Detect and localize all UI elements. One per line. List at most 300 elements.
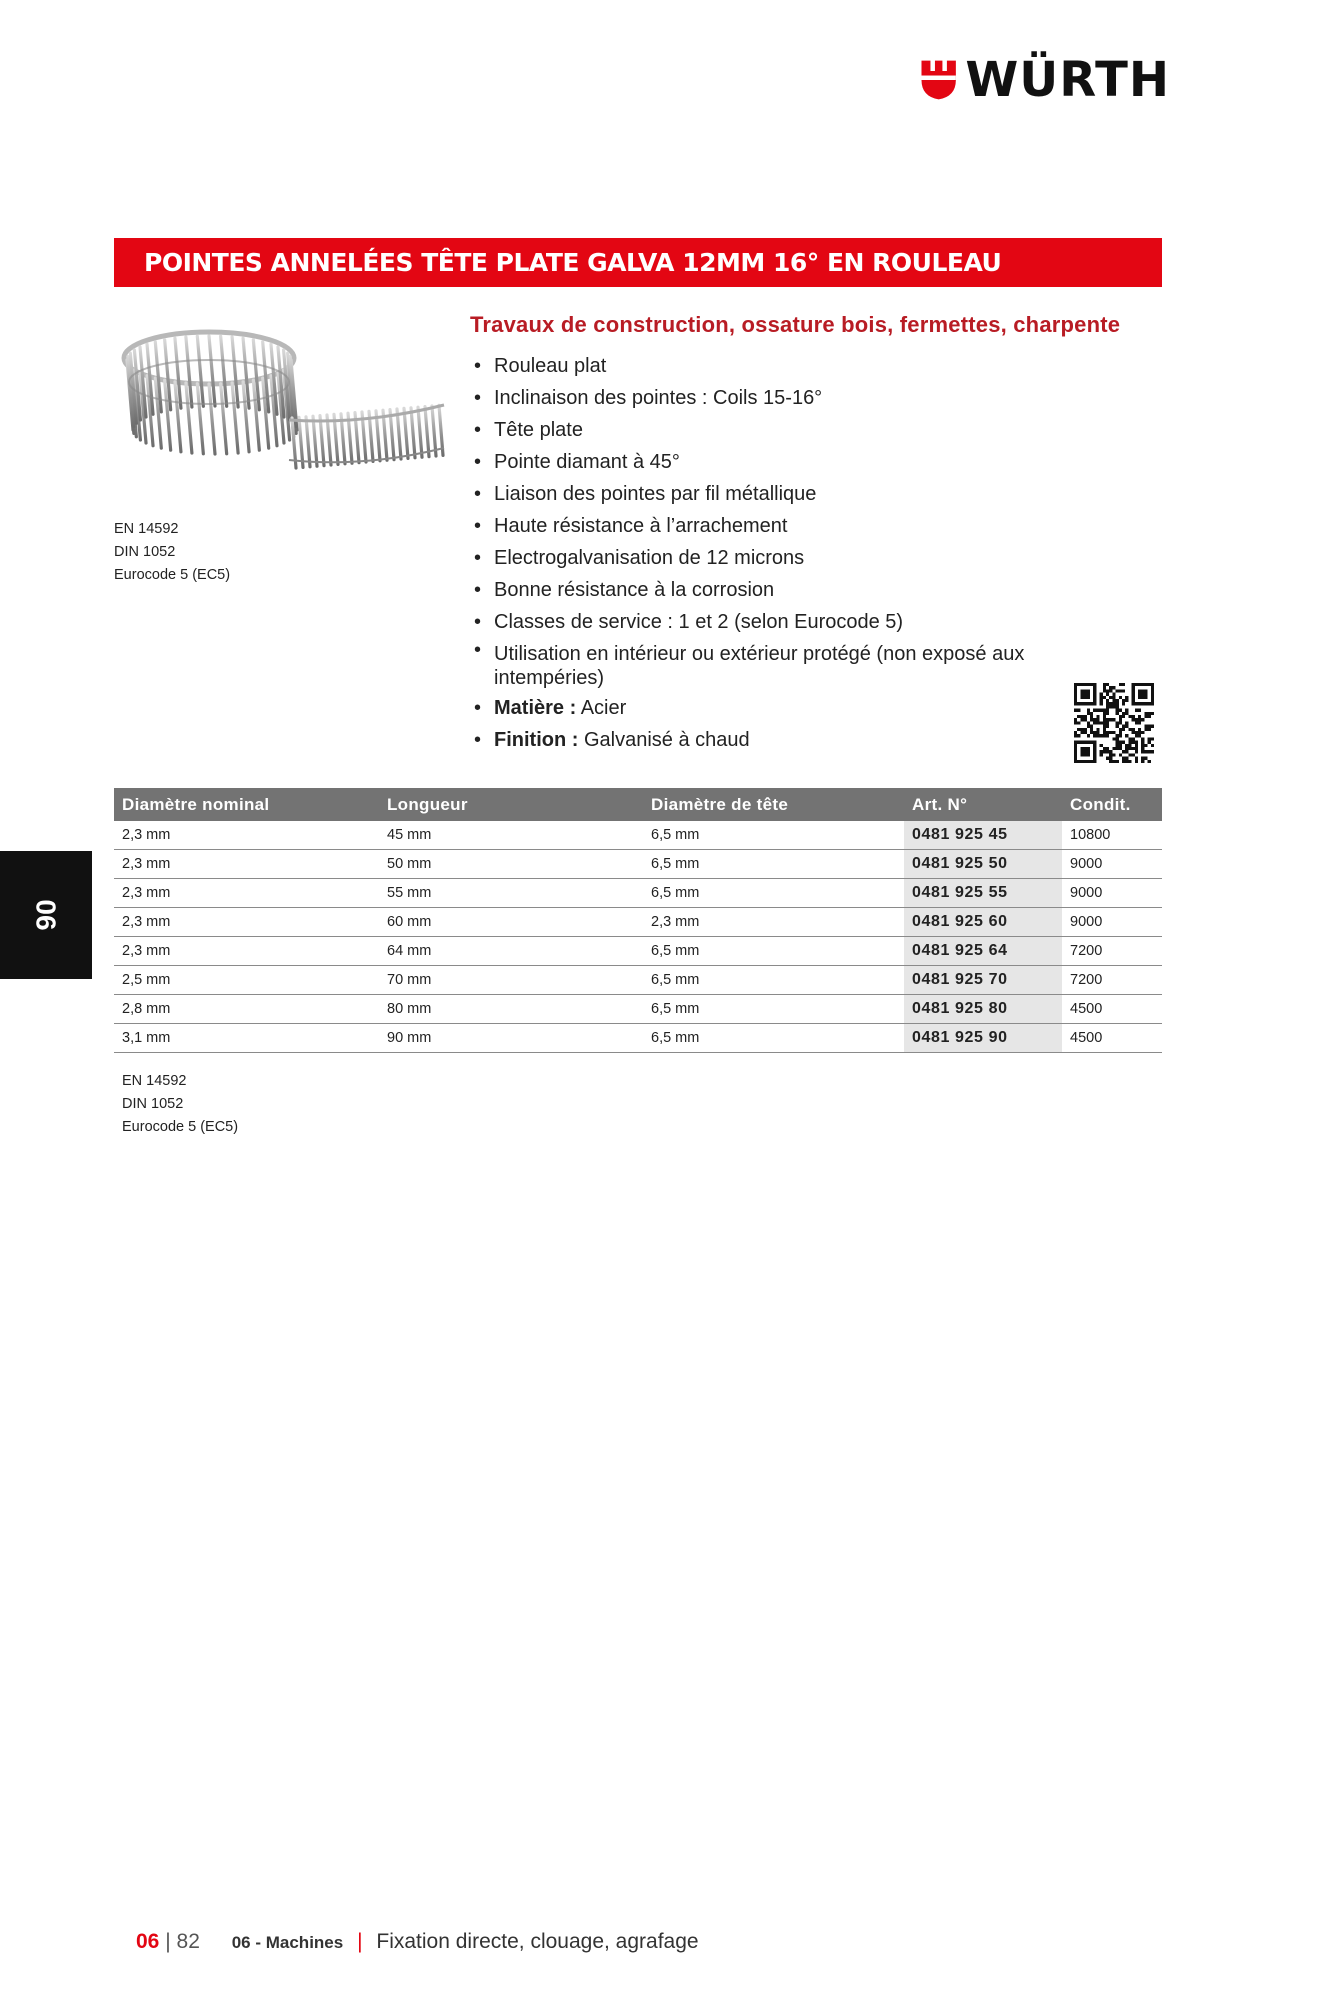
qr-module <box>1119 696 1122 699</box>
qr-module <box>1135 709 1138 712</box>
qr-module <box>1103 728 1106 731</box>
qr-module <box>1087 721 1090 724</box>
qr-module <box>1135 757 1138 760</box>
cell-packaging: 9000 <box>1062 908 1162 937</box>
qr-module <box>1132 718 1135 721</box>
qr-module <box>1135 721 1138 724</box>
qr-module <box>1116 741 1119 744</box>
qr-module <box>1090 731 1093 734</box>
qr-module <box>1080 728 1083 731</box>
qr-module <box>1122 760 1125 763</box>
footer-separator: | <box>357 1930 363 1953</box>
qr-module <box>1128 737 1131 740</box>
chapter-side-tab-label: 06 <box>31 899 62 931</box>
cell-diameter: 2,3 mm <box>114 821 379 850</box>
cell-diameter: 3,1 mm <box>114 1024 379 1053</box>
qr-module <box>1074 731 1077 734</box>
qr-module <box>1125 712 1128 715</box>
qr-module <box>1103 718 1106 721</box>
cell-packaging: 9000 <box>1062 850 1162 879</box>
qr-module <box>1128 715 1131 718</box>
cell-packaging: 4500 <box>1062 995 1162 1024</box>
qr-module <box>1116 689 1119 692</box>
chapter-side-tab[interactable] <box>0 851 92 979</box>
feature-material <box>474 692 1094 724</box>
norm-item: EN 14592 <box>114 521 179 537</box>
qr-module <box>1125 725 1128 728</box>
qr-module <box>1096 715 1099 718</box>
qr-module <box>1122 683 1125 686</box>
cell-packaging: 10800 <box>1062 821 1162 850</box>
qr-module <box>1106 757 1109 760</box>
qr-module <box>1106 725 1109 728</box>
qr-module <box>1093 731 1096 734</box>
qr-module <box>1122 728 1125 731</box>
qr-module <box>1132 741 1135 744</box>
qr-module <box>1109 731 1112 734</box>
cell-packaging: 9000 <box>1062 879 1162 908</box>
qr-module <box>1109 757 1112 760</box>
product-title: POINTES ANNELÉES TÊTE PLATE GALVA 12MM 16° EN ROULEAU <box>114 238 1162 287</box>
qr-module <box>1116 721 1119 724</box>
cell-head-diameter: 6,5 mm <box>643 879 904 908</box>
qr-module <box>1141 750 1144 753</box>
qr-module <box>1100 702 1103 705</box>
cell-art-number: 0481 925 50 <box>904 850 1062 879</box>
qr-module <box>1109 689 1112 692</box>
qr-module <box>1141 731 1144 734</box>
qr-module <box>1125 721 1128 724</box>
qr-module <box>1090 718 1093 721</box>
qr-module <box>1096 734 1099 737</box>
qr-module <box>1106 709 1109 712</box>
qr-module <box>1119 721 1122 724</box>
qr-module <box>1148 750 1151 753</box>
qr-module <box>1087 725 1090 728</box>
feature-item: • Classes de service : 1 et 2 (selon Eurocode 5) <box>474 606 1094 638</box>
qr-module <box>1109 702 1112 705</box>
qr-module <box>1125 734 1128 737</box>
feature-item: • Electrogalvanisation de 12 microns <box>474 542 1094 574</box>
qr-module <box>1096 718 1099 721</box>
qr-module <box>1116 712 1119 715</box>
qr-module <box>1148 712 1151 715</box>
qr-module <box>1116 744 1119 747</box>
qr-module <box>1103 721 1106 724</box>
qr-module <box>1074 718 1077 721</box>
qr-module <box>1138 718 1141 721</box>
qr-module <box>1138 715 1141 718</box>
qr-module <box>1144 744 1147 747</box>
qr-module <box>1106 712 1109 715</box>
qr-module <box>1100 750 1103 753</box>
qr-module <box>1080 747 1090 757</box>
qr-module <box>1119 718 1122 721</box>
cell-diameter: 2,3 mm <box>114 850 379 879</box>
qr-module <box>1119 741 1122 744</box>
brand-name: WÜRTH <box>965 52 1170 108</box>
qr-module <box>1135 734 1138 737</box>
qr-module <box>1103 689 1106 692</box>
qr-module <box>1084 728 1087 731</box>
qr-module <box>1135 760 1138 763</box>
nail <box>320 416 324 466</box>
qr-module <box>1103 715 1106 718</box>
qr-module <box>1122 699 1125 702</box>
qr-module <box>1132 715 1135 718</box>
qr-code[interactable] <box>1074 683 1154 763</box>
nail <box>397 409 401 459</box>
table-row <box>114 850 1162 879</box>
qr-module <box>1106 747 1109 750</box>
cell-art-number: 0481 925 80 <box>904 995 1062 1024</box>
qr-module <box>1141 737 1144 740</box>
qr-module <box>1096 721 1099 724</box>
qr-module <box>1093 734 1096 737</box>
norms-top <box>114 518 230 587</box>
qr-module <box>1122 741 1125 744</box>
qr-module <box>1151 750 1154 753</box>
qr-module <box>1132 747 1135 750</box>
qr-module <box>1141 747 1144 750</box>
feature-item: • Haute résistance à l’arrachement <box>474 510 1094 542</box>
qr-module <box>1109 686 1112 689</box>
qr-module <box>1144 712 1147 715</box>
qr-module <box>1103 731 1106 734</box>
qr-module <box>1112 699 1115 702</box>
qr-module <box>1138 721 1141 724</box>
qr-module <box>1100 699 1103 702</box>
qr-module <box>1119 715 1122 718</box>
qr-module <box>1109 718 1112 721</box>
nail <box>411 408 415 458</box>
qr-module <box>1112 705 1115 708</box>
qr-module <box>1074 721 1077 724</box>
qr-module <box>1122 715 1125 718</box>
nail <box>425 407 429 457</box>
header-art-number: Art. N° <box>904 788 1062 821</box>
qr-module <box>1112 696 1115 699</box>
qr-module <box>1116 725 1119 728</box>
qr-module <box>1106 689 1109 692</box>
qr-module <box>1100 744 1103 747</box>
norm-item: DIN 1052 <box>122 1096 184 1112</box>
qr-module <box>1106 699 1109 702</box>
cell-length: 70 mm <box>379 966 643 995</box>
qr-module <box>1109 696 1112 699</box>
qr-module <box>1119 728 1122 731</box>
feature-item: • Utilisation en intérieur ou extérieur protégé (non exposé aux intempéries) <box>474 638 1094 692</box>
qr-module <box>1122 712 1125 715</box>
qr-module <box>1103 712 1106 715</box>
qr-module <box>1144 757 1147 760</box>
cell-length: 90 mm <box>379 1024 643 1053</box>
qr-module <box>1135 718 1138 721</box>
qr-module <box>1112 718 1115 721</box>
qr-module <box>1122 702 1125 705</box>
feature-finish <box>474 724 1094 756</box>
qr-module <box>1093 718 1096 721</box>
nail <box>404 408 408 458</box>
qr-module <box>1106 734 1109 737</box>
material-label: Matière : <box>494 697 577 719</box>
qr-module <box>1119 734 1122 737</box>
header-diameter: Diamètre nominal <box>114 788 379 821</box>
qr-module <box>1077 709 1080 712</box>
qr-module <box>1084 718 1087 721</box>
qr-module <box>1151 712 1154 715</box>
nail <box>299 417 303 467</box>
qr-module <box>1144 725 1147 728</box>
qr-module <box>1116 705 1119 708</box>
qr-module <box>1090 715 1093 718</box>
footer-topic: Fixation directe, clouage, agrafage <box>376 1930 699 1953</box>
qr-module <box>1077 721 1080 724</box>
cell-length: 55 mm <box>379 879 643 908</box>
qr-module <box>1100 696 1103 699</box>
qr-module <box>1141 741 1144 744</box>
qr-module <box>1103 747 1106 750</box>
table-row <box>114 966 1162 995</box>
qr-module <box>1093 721 1096 724</box>
qr-module <box>1106 750 1109 753</box>
qr-module <box>1132 728 1135 731</box>
qr-module <box>1119 747 1122 750</box>
qr-module <box>1106 683 1109 686</box>
finish-value: Galvanisé à chaud <box>583 729 750 751</box>
qr-module <box>1103 709 1106 712</box>
finish-label: Finition : <box>494 729 579 751</box>
table-row <box>114 937 1162 966</box>
qr-module <box>1096 709 1099 712</box>
cell-head-diameter: 2,3 mm <box>643 908 904 937</box>
qr-module <box>1119 753 1122 756</box>
qr-module <box>1151 725 1154 728</box>
norms-bottom <box>122 1070 238 1139</box>
feature-item: • Tête plate <box>474 414 1094 446</box>
qr-module <box>1103 750 1106 753</box>
qr-module <box>1077 715 1080 718</box>
qr-module <box>1125 709 1128 712</box>
application-subtitle: Travaux de construction, ossature bois, fermettes, charpente <box>470 312 1121 337</box>
qr-module <box>1106 705 1109 708</box>
qr-module <box>1116 699 1119 702</box>
footer-chapter: 06 <box>136 1930 160 1953</box>
footer-page-number: 82 <box>176 1930 200 1953</box>
material-value: Acier <box>580 697 627 719</box>
qr-module <box>1138 728 1141 731</box>
qr-module <box>1119 689 1122 692</box>
cell-head-diameter: 6,5 mm <box>643 821 904 850</box>
cell-length: 64 mm <box>379 937 643 966</box>
cell-art-number: 0481 925 64 <box>904 937 1062 966</box>
qr-module <box>1106 718 1109 721</box>
qr-module <box>1077 734 1080 737</box>
cell-packaging: 4500 <box>1062 1024 1162 1053</box>
qr-module <box>1148 737 1151 740</box>
qr-module <box>1119 744 1122 747</box>
qr-module <box>1112 737 1115 740</box>
cell-length: 60 mm <box>379 908 643 937</box>
qr-module <box>1151 737 1154 740</box>
qr-module <box>1128 760 1131 763</box>
qr-module <box>1116 737 1119 740</box>
feature-item: • Rouleau plat <box>474 350 1094 382</box>
table-row <box>114 879 1162 908</box>
cell-diameter: 2,3 mm <box>114 937 379 966</box>
nail <box>418 407 422 457</box>
qr-module <box>1116 734 1119 737</box>
qr-module <box>1135 750 1138 753</box>
qr-module <box>1122 689 1125 692</box>
qr-module <box>1100 753 1103 756</box>
qr-module <box>1112 686 1115 689</box>
qr-module <box>1103 683 1106 686</box>
qr-module <box>1128 753 1131 756</box>
nail <box>306 417 310 467</box>
feature-item: • Liaison des pointes par fil métallique <box>474 478 1094 510</box>
qr-module <box>1135 741 1138 744</box>
norm-item: Eurocode 5 (EC5) <box>114 567 231 583</box>
nail <box>313 416 317 466</box>
cell-length: 50 mm <box>379 850 643 879</box>
qr-module <box>1122 725 1125 728</box>
qr-module <box>1096 728 1099 731</box>
cell-art-number: 0481 925 70 <box>904 966 1062 995</box>
qr-module <box>1112 731 1115 734</box>
header-length: Longueur <box>379 788 643 821</box>
qr-module <box>1096 731 1099 734</box>
qr-module <box>1125 699 1128 702</box>
cell-packaging: 7200 <box>1062 937 1162 966</box>
qr-module <box>1084 715 1087 718</box>
cell-head-diameter: 6,5 mm <box>643 966 904 995</box>
qr-module <box>1128 747 1131 750</box>
qr-module <box>1103 734 1106 737</box>
qr-module <box>1125 760 1128 763</box>
qr-module <box>1141 744 1144 747</box>
qr-module <box>1080 731 1083 734</box>
qr-module <box>1112 702 1115 705</box>
qr-module <box>1109 705 1112 708</box>
cell-art-number: 0481 925 60 <box>904 908 1062 937</box>
qr-module <box>1090 728 1093 731</box>
qr-module <box>1116 709 1119 712</box>
qr-module <box>1100 721 1103 724</box>
cell-length: 80 mm <box>379 995 643 1024</box>
qr-module <box>1093 709 1096 712</box>
qr-module <box>1148 760 1151 763</box>
qr-module <box>1119 731 1122 734</box>
qr-module <box>1106 731 1109 734</box>
qr-module <box>1103 686 1106 689</box>
qr-module <box>1112 747 1115 750</box>
qr-module <box>1128 728 1131 731</box>
cell-head-diameter: 6,5 mm <box>643 1024 904 1053</box>
qr-module <box>1119 683 1122 686</box>
qr-module <box>1106 721 1109 724</box>
header-head-diameter: Diamètre de tête <box>643 788 904 821</box>
feature-item: • Bonne résistance à la corrosion <box>474 574 1094 606</box>
cell-diameter: 2,5 mm <box>114 966 379 995</box>
qr-module <box>1128 744 1131 747</box>
qr-module <box>1109 753 1112 756</box>
qr-module <box>1125 757 1128 760</box>
qr-module <box>1125 744 1128 747</box>
qr-module <box>1084 731 1087 734</box>
qr-module <box>1148 741 1151 744</box>
nail-coil-image <box>114 310 454 500</box>
cell-art-number: 0481 925 55 <box>904 879 1062 908</box>
qr-module <box>1112 753 1115 756</box>
cell-diameter: 2,8 mm <box>114 995 379 1024</box>
footer-section: 06 - Machines <box>231 1933 344 1952</box>
table-row <box>114 908 1162 937</box>
qr-module <box>1141 760 1144 763</box>
qr-module <box>1148 728 1151 731</box>
qr-module <box>1148 715 1151 718</box>
qr-module <box>1109 750 1112 753</box>
qr-module <box>1077 728 1080 731</box>
cell-head-diameter: 6,5 mm <box>643 937 904 966</box>
qr-module <box>1141 718 1144 721</box>
cell-length: 45 mm <box>379 821 643 850</box>
footer-page <box>165 1930 206 1953</box>
qr-module <box>1122 757 1125 760</box>
qr-module <box>1135 744 1138 747</box>
table-header-row <box>114 788 1162 821</box>
qr-module <box>1116 702 1119 705</box>
qr-module <box>1080 689 1090 699</box>
page-footer <box>136 1930 699 1954</box>
nail <box>432 406 436 456</box>
feature-item: • Pointe diamant à 45° <box>474 446 1094 478</box>
feature-list <box>474 350 1094 756</box>
norm-item: Eurocode 5 (EC5) <box>122 1119 239 1135</box>
qr-module <box>1112 760 1115 763</box>
qr-module <box>1100 734 1103 737</box>
table-row <box>114 995 1162 1024</box>
qr-module <box>1132 731 1135 734</box>
nail <box>327 415 331 465</box>
qr-module <box>1080 715 1083 718</box>
qr-module <box>1103 725 1106 728</box>
wurth-logo <box>920 52 1170 108</box>
cell-art-number: 0481 925 45 <box>904 821 1062 850</box>
qr-module <box>1151 744 1154 747</box>
qr-module <box>1144 728 1147 731</box>
header-packaging: Condit. <box>1062 788 1162 821</box>
qr-module <box>1138 709 1141 712</box>
qr-module <box>1138 689 1148 699</box>
qr-module <box>1125 747 1128 750</box>
qr-module <box>1090 712 1093 715</box>
qr-module <box>1125 750 1128 753</box>
qr-module <box>1090 725 1093 728</box>
qr-module <box>1144 750 1147 753</box>
qr-module <box>1144 715 1147 718</box>
qr-module <box>1132 737 1135 740</box>
spec-table <box>114 788 1162 1053</box>
qr-module <box>1087 712 1090 715</box>
footer-page-sep: | <box>165 1930 171 1953</box>
qr-module <box>1116 760 1119 763</box>
cell-head-diameter: 6,5 mm <box>643 995 904 1024</box>
qr-module <box>1125 696 1128 699</box>
qr-module <box>1106 702 1109 705</box>
qr-module <box>1138 731 1141 734</box>
qr-module <box>1128 741 1131 744</box>
